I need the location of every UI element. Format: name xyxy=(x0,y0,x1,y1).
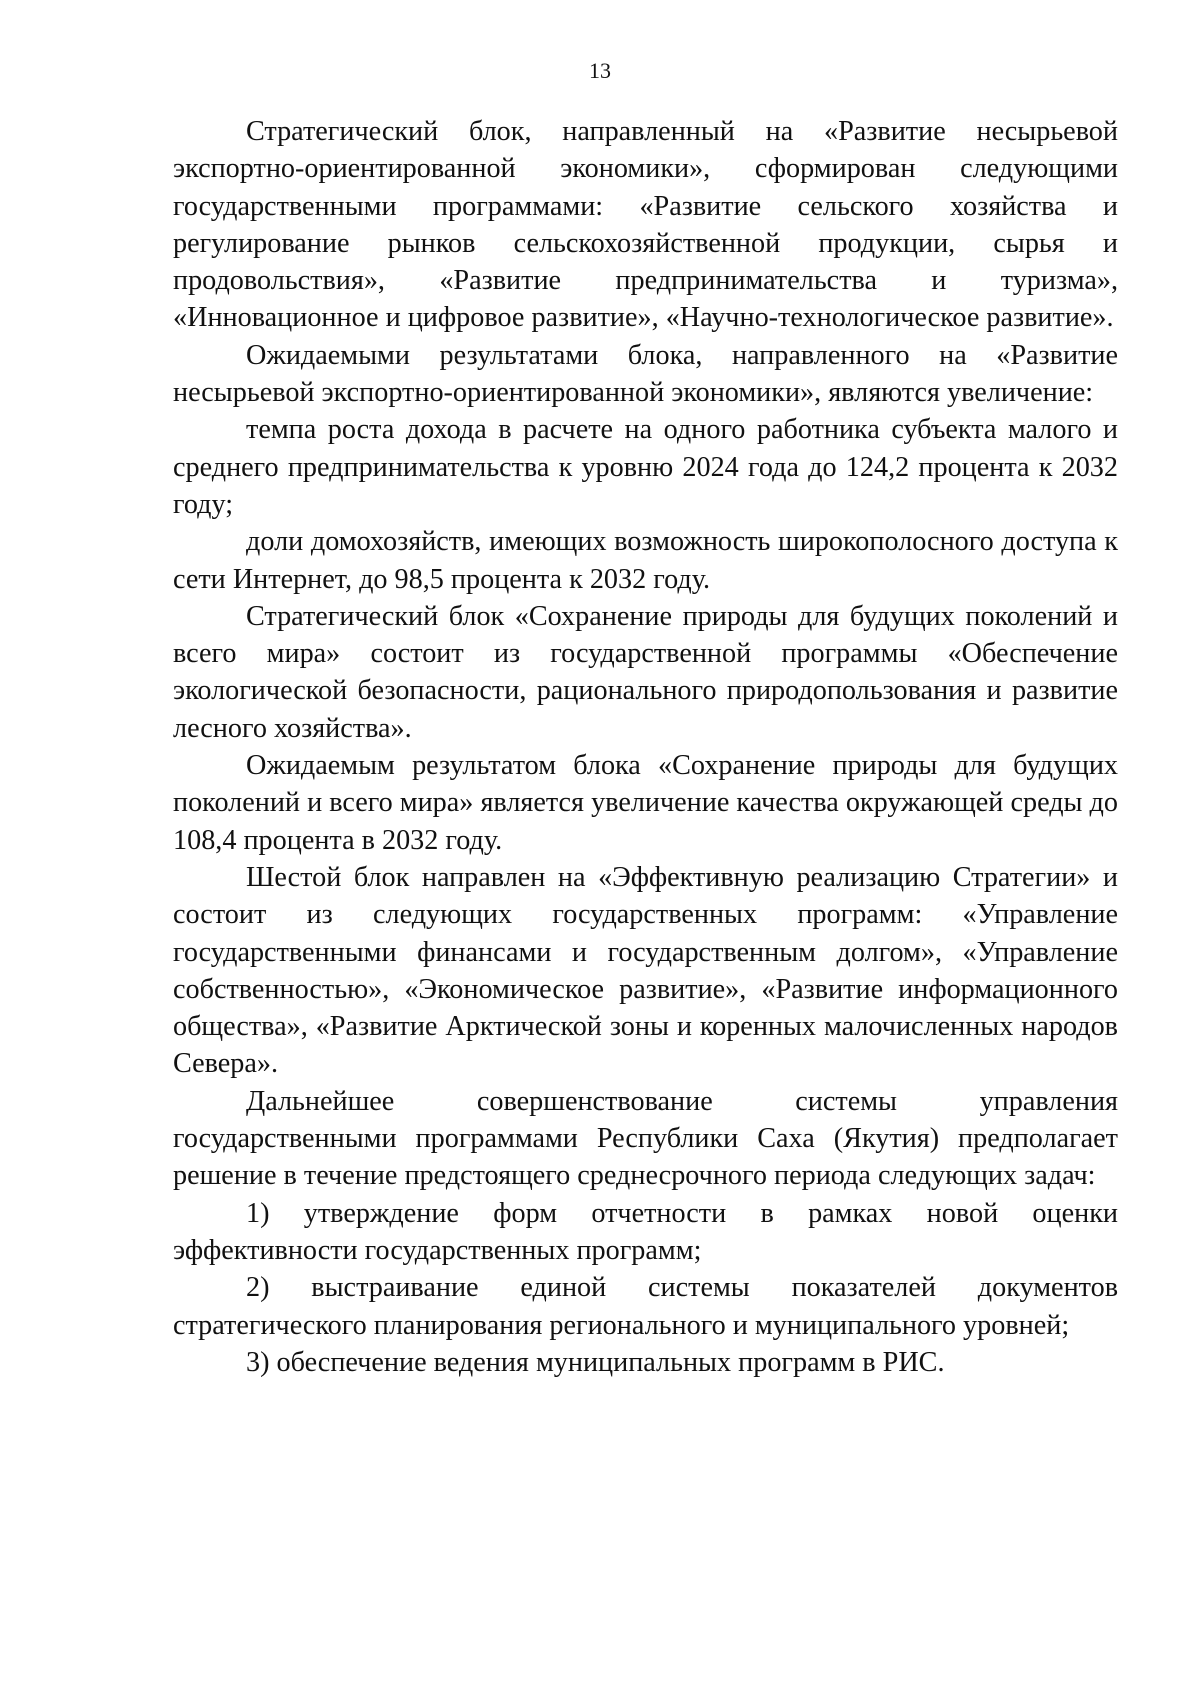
paragraph-further-improvement: Дальнейшее совершенствование системы управления государственными программами Республики Саха (Якутия) предполагает решение в течение предстоящего среднесрочного периода следующих задач: xyxy=(173,1085,1118,1192)
paragraph-nature-block-result: Ожидаемым результатом блока «Сохранение природы для будущих поколений и всего мира» является увеличение качества окружающей среды до 108,4 процента в 2032 году. xyxy=(173,750,1118,856)
page-number: 13 xyxy=(589,58,611,83)
paragraph-export-block-programs: Стратегический блок, направленный на «Развитие несырьевой экспортно-ориентированной экономики», сформирован следующими государственными программами: «Развитие сельского хозяйства и регулирование рынков сельскохозяйственной продукции, сырья и продовольствия», «Развитие предпринимательства и туризма», «Инновационное и цифровое развитие», «Научно-технологическое развитие». xyxy=(173,116,1118,334)
paragraph-broadband-access: доли домохозяйств, имеющих возможность широкополосного доступа к сети Интернет, до 98,5 процента к 2032 году. xyxy=(173,526,1118,595)
document-body xyxy=(173,113,1118,1381)
paragraph-nature-block-program: Стратегический блок «Сохранение природы для будущих поколений и всего мира» состоит из государственной программы «Обеспечение экологической безопасности, рационального природопользования и развитие лесного хозяйства». xyxy=(173,600,1118,744)
paragraph-sixth-block: Шестой блок направлен на «Эффективную реализацию Стратегии» и состоит из следующих государственных программ: «Управление государственными финансами и государственным долгом», «Управление собственностью», «Экономическое развитие», «Развитие информационного общества», «Развитие Арктической зоны и коренных малочисленных народов Севера». xyxy=(173,861,1118,1080)
list-item-task-3: 3) обеспечение ведения муниципальных программ в РИС. xyxy=(246,1346,945,1378)
paragraph-income-growth: темпа роста дохода в расчете на одного работника субъекта малого и среднего предпринимательства к уровню 2024 года до 124,2 процента к 2032 году; xyxy=(173,414,1118,520)
paragraph-export-block-results: Ожидаемыми результатами блока, направленного на «Развитие несырьевой экспортно-ориентированной экономики», являются увеличение: xyxy=(173,339,1118,409)
list-item-task-1: 1) утверждение форм отчетности в рамках новой оценки эффективности государственных программ; xyxy=(173,1197,1118,1266)
list-item-task-2: 2) выстраивание единой системы показателей документов стратегического планирования регионального и муниципального уровней; xyxy=(173,1272,1118,1341)
